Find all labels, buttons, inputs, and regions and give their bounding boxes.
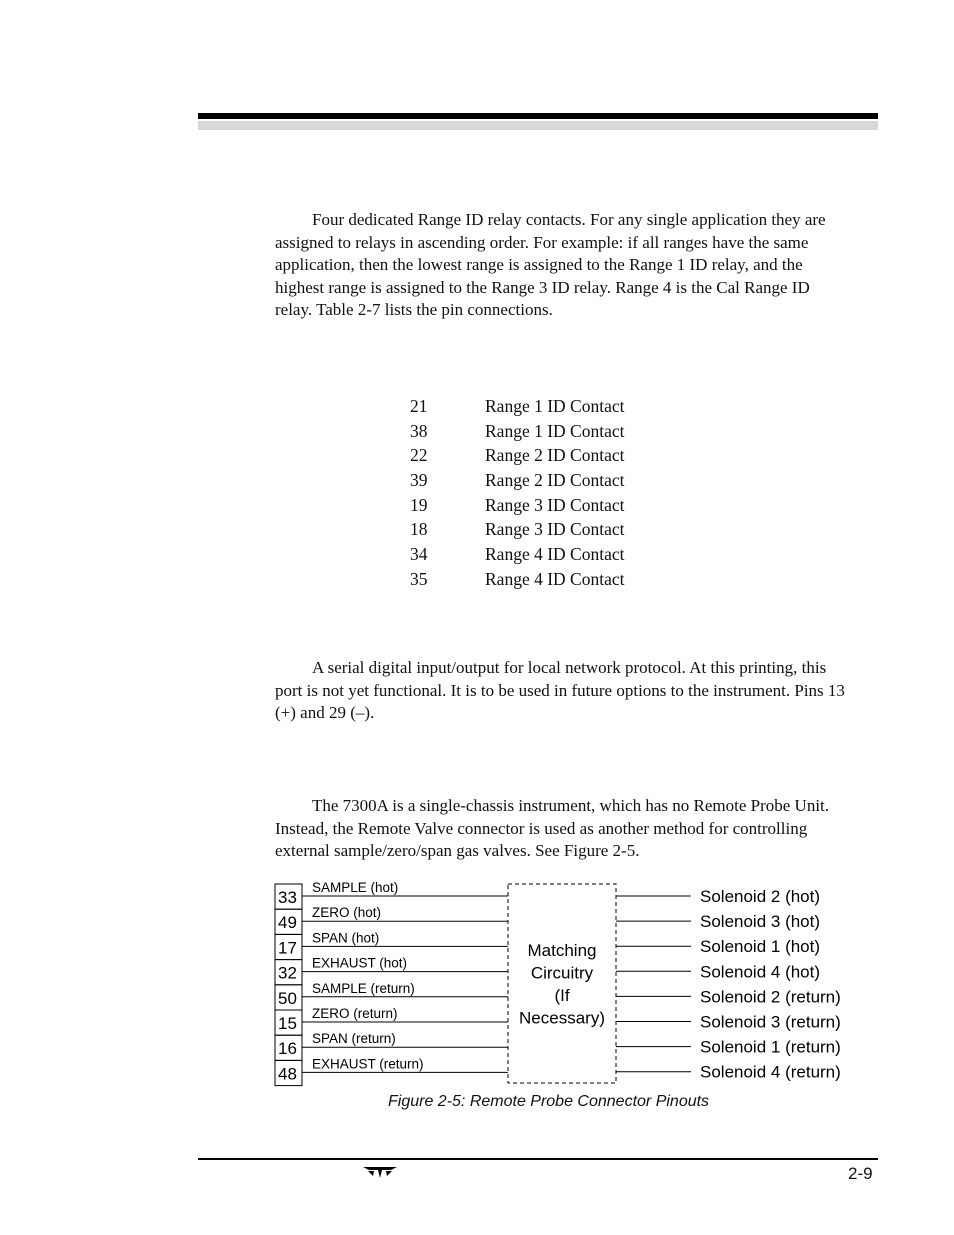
signal-label: SPAN (hot) <box>312 930 380 946</box>
pin-function: Range 1 ID Contact <box>485 396 625 416</box>
pin-function: Range 2 ID Contact <box>485 470 625 491</box>
remote-valve-text: The 7300A is a single-chassis instrument, which has no Remote Probe Unit. Instead, the Remote Valve connector is used as another method for controlling external sample/zero/span gas valves. See Figure 2-5. <box>275 796 830 860</box>
pin-number: 34 <box>410 544 428 565</box>
pin-number: 18 <box>410 519 428 540</box>
pin-label: 17 <box>278 938 297 958</box>
solenoid-label: Solenoid 4 (hot) <box>700 962 821 982</box>
range-id-text: Four dedicated Range ID relay contacts. For any single application they are assigned to relays in ascending order. For example: if all ranges have the same application, then the lowest range is assigned to the Range 1 ID relay, and the highest range is assigned to the Range 3 ID relay. Range 4 is the Cal Range ID relay. Table 2-7 lists the pin connections. <box>275 210 826 319</box>
pin-number: 21 <box>410 396 428 416</box>
pin-label: 15 <box>278 1014 297 1033</box>
box-label-line: (If <box>554 986 570 1005</box>
pin-number: 22 <box>410 445 428 466</box>
pin-function: Range 4 ID Contact <box>485 544 625 565</box>
signal-label: EXHAUST (return) <box>312 1056 424 1072</box>
solenoid-label: Solenoid 1 (hot) <box>700 937 821 957</box>
signal-label: ZERO (return) <box>312 1006 398 1021</box>
pin-label: 32 <box>278 963 297 983</box>
solenoid-label: Solenoid 1 (return) <box>700 1037 841 1057</box>
signal-label: SPAN (return) <box>312 1031 396 1047</box>
pin-number: 19 <box>410 494 428 515</box>
matching-circuitry-box <box>508 884 616 1083</box>
pin-label: 33 <box>278 888 297 907</box>
pin-number: 39 <box>410 470 428 491</box>
pin-number: 35 <box>410 568 428 589</box>
solenoid-label: Solenoid 3 (hot) <box>700 912 821 932</box>
signal-label: ZERO (hot) <box>312 905 382 921</box>
solenoid-label: Solenoid 3 (return) <box>700 1012 841 1032</box>
figure-caption: Figure 2-5: Remote Probe Connector Pinouts <box>388 1093 710 1110</box>
pin-label: 49 <box>278 913 297 933</box>
pin-number: 38 <box>410 420 428 441</box>
box-label-line: Matching <box>527 941 597 960</box>
page-number: 2-9 <box>848 1164 873 1183</box>
network-text: A serial digital input/output for local network protocol. At this printing, this port is not yet functional. It is to be used in future options to the instrument. Pins 13 (+) and 29 (–). <box>275 658 845 722</box>
pin-function: Range 3 ID Contact <box>485 519 625 540</box>
pin-function: Range 3 ID Contact <box>485 494 625 515</box>
pin-label: 48 <box>278 1064 297 1084</box>
pin-function: Range 1 ID Contact <box>485 420 625 441</box>
solenoid-label: Solenoid 2 (return) <box>700 987 841 1007</box>
teledyne-logo-icon <box>362 1164 398 1180</box>
pin-function: Range 2 ID Contact <box>485 445 625 466</box>
pin-function: Range 4 ID Contact <box>485 568 625 589</box>
box-label-line: Necessary) <box>519 1008 605 1028</box>
pin-label: 16 <box>278 1039 297 1059</box>
solenoid-label: Solenoid 4 (return) <box>700 1062 841 1082</box>
pin-label: 50 <box>278 988 297 1008</box>
box-label-line: Circuitry <box>530 963 594 983</box>
footer-rule <box>198 1158 878 1160</box>
signal-label: SAMPLE (return) <box>312 980 415 996</box>
signal-label: SAMPLE (hot) <box>312 880 399 895</box>
solenoid-label: Solenoid 2 (hot) <box>700 887 821 906</box>
signal-label: EXHAUST (hot) <box>312 955 408 971</box>
